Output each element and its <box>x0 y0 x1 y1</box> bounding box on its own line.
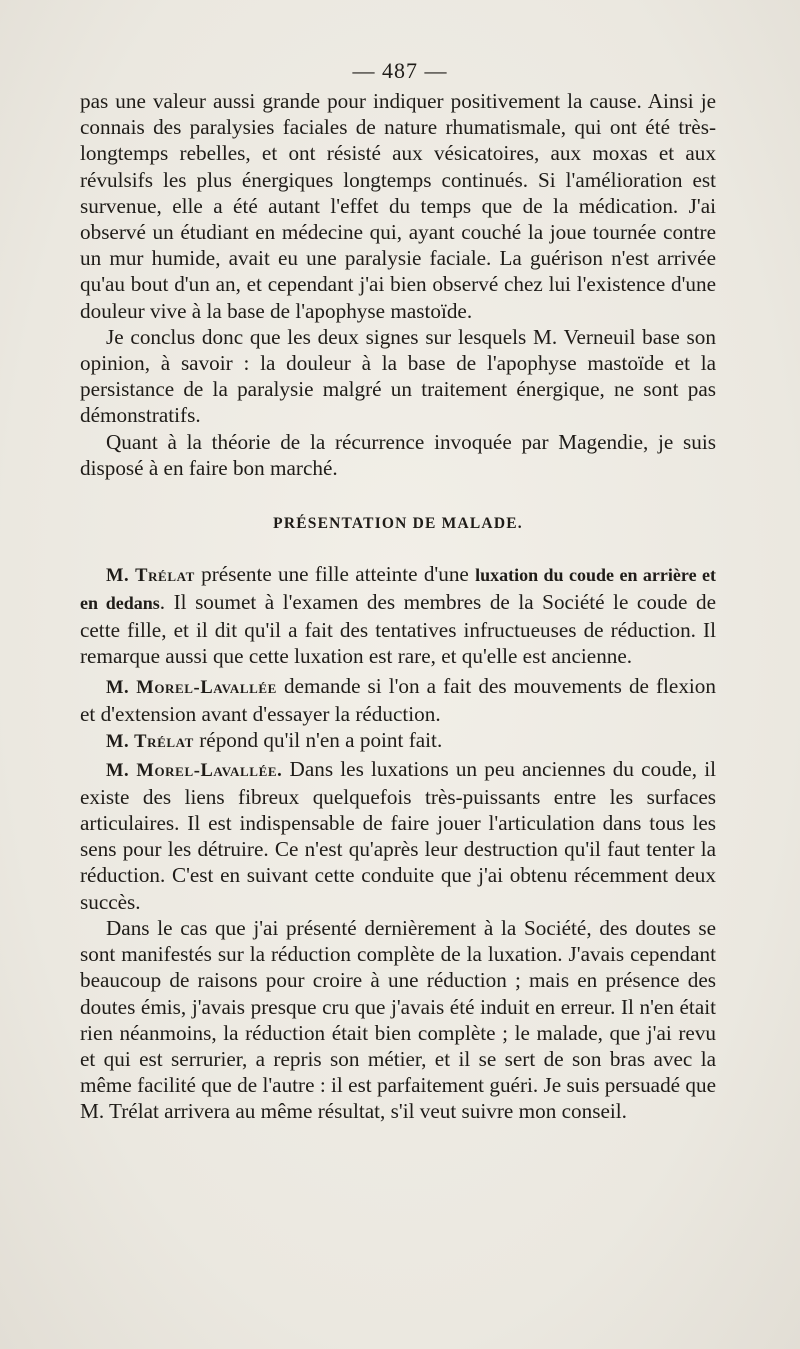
paragraph-trelat-presentation <box>80 561 716 669</box>
paragraph-case-report: Dans le cas que j'ai présenté dernièrement à la Société, des doutes se sont manifestés sur la réduction complète de la luxation. J'avais cependant beaucoup de raisons pour croire à une réduction ; mais en présence des doutes émis, j'avais presque cru que j'avais été induit en erreur. Il n'en était rien néanmoins, la réduction était bien complète ; le malade, que j'ai revu et qui est serrurier, a repris son métier, et il se sert de son bras avec la même facilité que de l'autre : il est parfaitement guéri. Je suis persuadé que M. Trélat arrivera au même résultat, s'il veut suivre mon conseil. <box>80 915 716 1124</box>
speaker-name: M. Morel-Lavallée <box>106 678 277 699</box>
speaker-name: M. Morel-Lavallée. <box>106 760 283 781</box>
diagnosis-text: luxation du coude en arrière et en dedans <box>80 565 716 614</box>
paragraph-text: Dans les luxations un peu anciennes du coude, il existe des liens fibreux quelquefois très-puissants entre les surfaces articulaires. Il est indispensable de faire jouer l'articulation dans tous les sens pour les détruire. Ce n'est qu'après leur destruction qu'il faut tenter la réduction. C'est en suivant cette conduite que j'ai obtenu récemment deux succès. <box>80 756 717 914</box>
paragraph-magendie: Quant à la théorie de la récurrence invoquée par Magendie, je suis disposé à en faire bon marché. <box>80 429 716 480</box>
paragraph-text: demande si l'on a fait des mouvements de flexion et d'extension avant d'essayer la réduction. <box>80 674 716 727</box>
paragraph-trelat-reply <box>80 727 716 755</box>
section-title: PRÉSENTATION DE MALADE. <box>273 515 523 533</box>
paragraph-text: répond qu'il n'en a point fait. <box>193 728 443 753</box>
paragraph-morel-advice <box>80 756 716 915</box>
paragraph-continued: pas une valeur aussi grande pour indiquer positivement la cause. Ainsi je connais des paralysies faciales de nature rhumatismale, qui ont été très-longtemps rebelles, et ont résisté aux vésicatoires, aux moxas et aux révulsifs les plus énergiques longtemps continués. Si l'amélioration est survenue, elle a été autant l'effet du temps que de la médication. J'ai observé un étudiant en médecine qui, ayant couché la joue tournée contre un mur humide, avait eu une paralysie faciale. La guérison n'est arrivée qu'au bout d'un an, et cependant j'ai bien observé chez lui l'existence d'une douleur vive à la base de l'apophyse mastoïde. <box>80 89 716 323</box>
paragraph-conclusion: Je conclus donc que les deux signes sur lesquels M. Verneuil base son opinion, à savoir : la douleur à la base de l'apophyse mastoïde et la persistance de la paralysie malgré un traitement énergique, ne sont pas démonstratifs. <box>80 324 716 428</box>
speaker-name: M. Trélat <box>106 732 194 753</box>
page-body <box>80 88 716 1125</box>
page-number: — 487 — <box>352 58 448 83</box>
paragraph-text: . Il soumet à l'examen des membres de la Société le coude de cette fille, et il dit qu'il a fait des tentatives infructueuses de réduction. Il remarque aussi que cette luxation est rare, et qu'elle est ancienne. <box>80 590 716 668</box>
paragraph-morel-question <box>80 673 716 727</box>
paragraph-text: présente une fille atteinte d'une <box>194 562 476 587</box>
speaker-name: M. Trélat <box>106 566 195 587</box>
